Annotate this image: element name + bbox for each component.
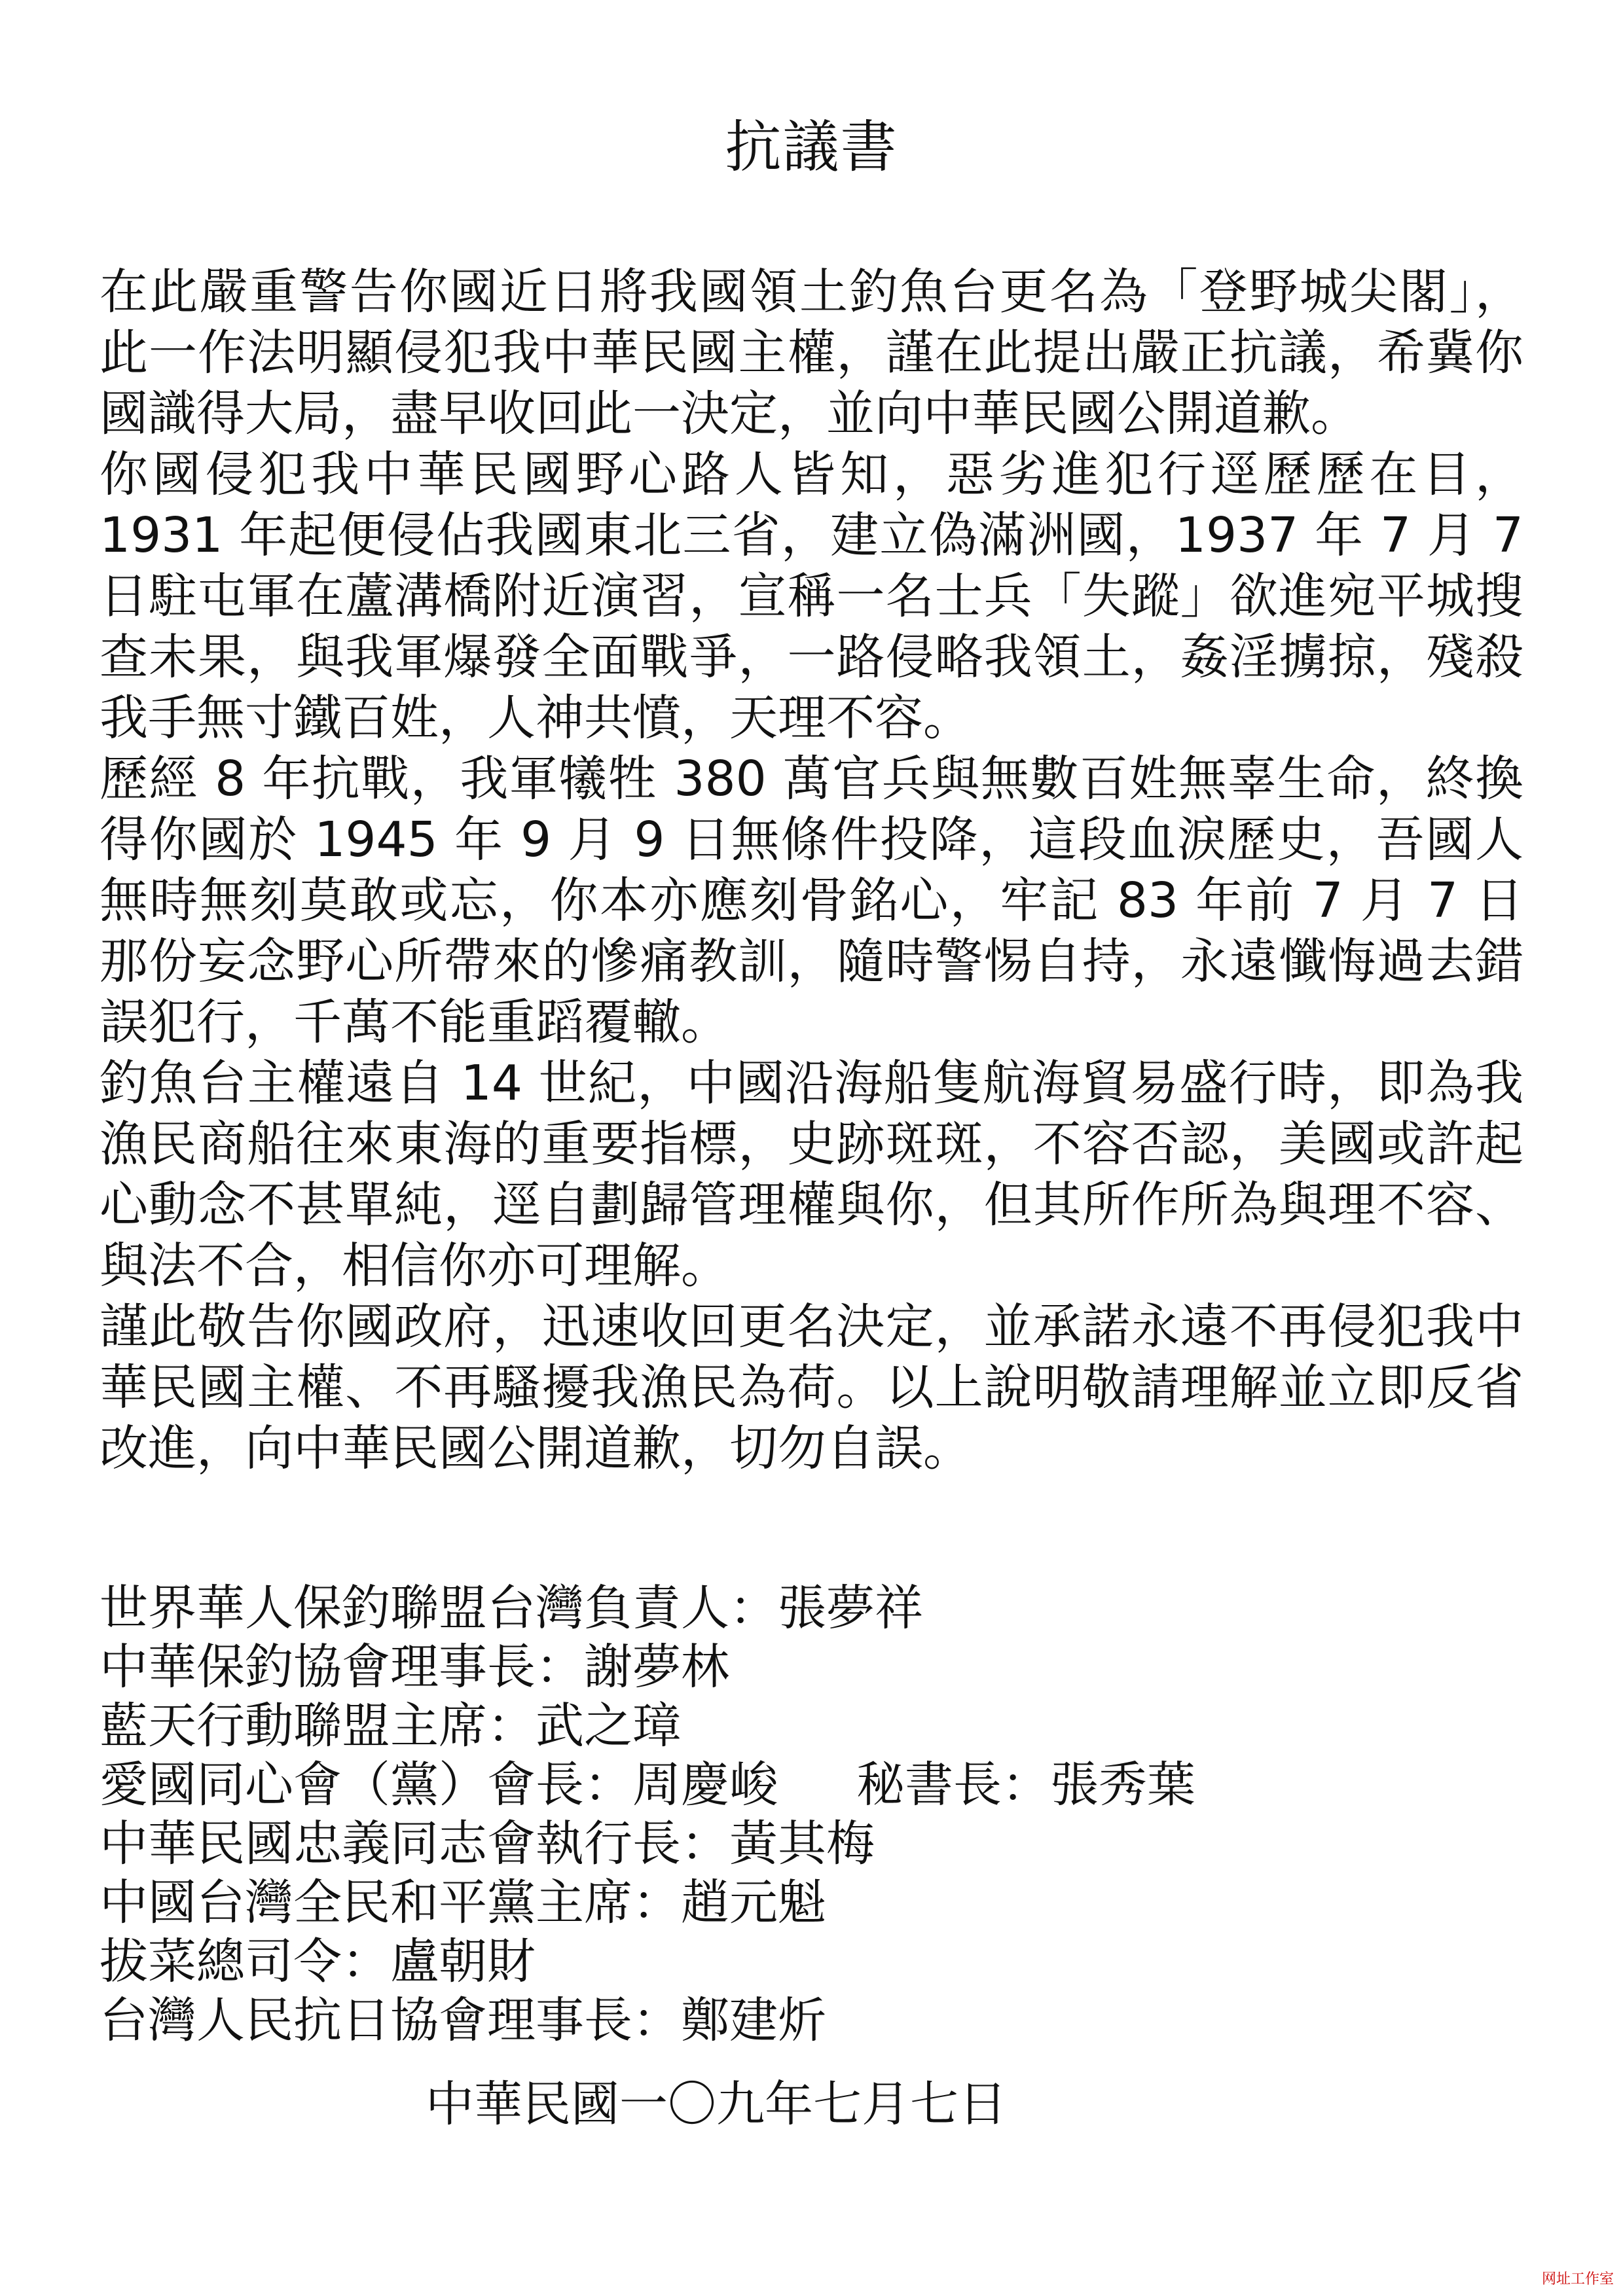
signatory-line	[100, 1696, 1523, 1755]
signatory: 秘書長：張秀葉	[856, 1757, 1195, 1813]
signatory-line	[100, 1755, 1523, 1814]
signatory: 愛國同心會（黨）會長：周慶峻	[100, 1757, 778, 1813]
signatory: 中華民國忠義同志會執行長：黃其梅	[100, 1816, 875, 1872]
signatory: 藍天行動聯盟主席：武之璋	[100, 1698, 681, 1754]
signatory-line	[100, 1638, 1523, 1696]
paragraph-warning: 在此嚴重警告你國近日將我國領土釣魚台更名為「登野城尖閣」，此一作法明顯侵犯我中華民國主權，謹在此提出嚴正抗議，希冀你國識得大局，盡早收回此一決定，並向中華民國公開道歉。	[100, 264, 1523, 442]
paragraph-war: 歷經 8 年抗戰，我軍犧牲 380 萬官兵與無數百姓無辜生命，終換得你國於 1945 年 9 月 9 日無條件投降，這段血淚歷史，吾國人無時無刻莫敢或忘，你本亦應刻骨銘心，牢記 83 年前 7 月 7 日那份妄念野心所帶來的慘痛教訓，隨時警惕自持，永遠懺悔過去錯誤犯行，千萬不能重蹈覆轍。	[100, 751, 1523, 1050]
document-date: 中華民國一〇九年七月七日	[426, 2076, 1007, 2132]
paragraph-history: 你國侵犯我中華民國野心路人皆知，惡劣進犯行逕歷歷在目，1931 年起便侵佔我國東北三省，建立偽滿洲國，1937 年 7 月 7 日駐屯軍在蘆溝橋附近演習，宣稱一名士兵「失蹤」欲進宛平城搜查未果，與我軍爆發全面戰爭，一路侵略我領土，姦淫擄掠，殘殺我手無寸鐵百姓，人神共憤，天理不容。	[100, 446, 1523, 746]
signatory-line	[100, 1579, 1523, 1638]
document-body	[100, 262, 1523, 1479]
signatory-list	[100, 1579, 1523, 2050]
signatory: 中華保釣協會理事長：謝夢林	[100, 1639, 729, 1695]
signatory: 世界華人保釣聯盟台灣負責人：張夢祥	[100, 1580, 923, 1636]
signatory-line	[100, 1814, 1523, 1873]
signatory: 拔菜總司令：盧朝財	[100, 1933, 536, 1990]
signatory-line	[100, 1873, 1523, 1932]
signatory: 中國台灣全民和平黨主席：趙元魁	[100, 1874, 826, 1931]
document-title: 抗議書	[725, 115, 898, 180]
signatory-line	[100, 1932, 1523, 1991]
paragraph-sovereignty: 釣魚台主權遠自 14 世紀，中國沿海船隻航海貿易盛行時，即為我漁民商船往來東海的重要指標，史跡斑斑，不容否認，美國或許起心動念不甚單純，逕自劃歸管理權與你，但其所作所為與理不容、與法不合，相信你亦可理解。	[100, 1055, 1523, 1294]
paragraph-demand: 謹此敬告你國政府，迅速收回更名決定，並承諾永遠不再侵犯我中華民國主權、不再騷擾我漁民為荷。以上說明敬請理解並立即反省改進，向中華民國公開道歉，切勿自誤。	[100, 1299, 1523, 1477]
watermark: 网址工作室	[1541, 2271, 1614, 2287]
signatory: 台灣人民抗日協會理事長：鄭建炘	[100, 1992, 826, 2049]
signatory-line	[100, 1991, 1523, 2050]
